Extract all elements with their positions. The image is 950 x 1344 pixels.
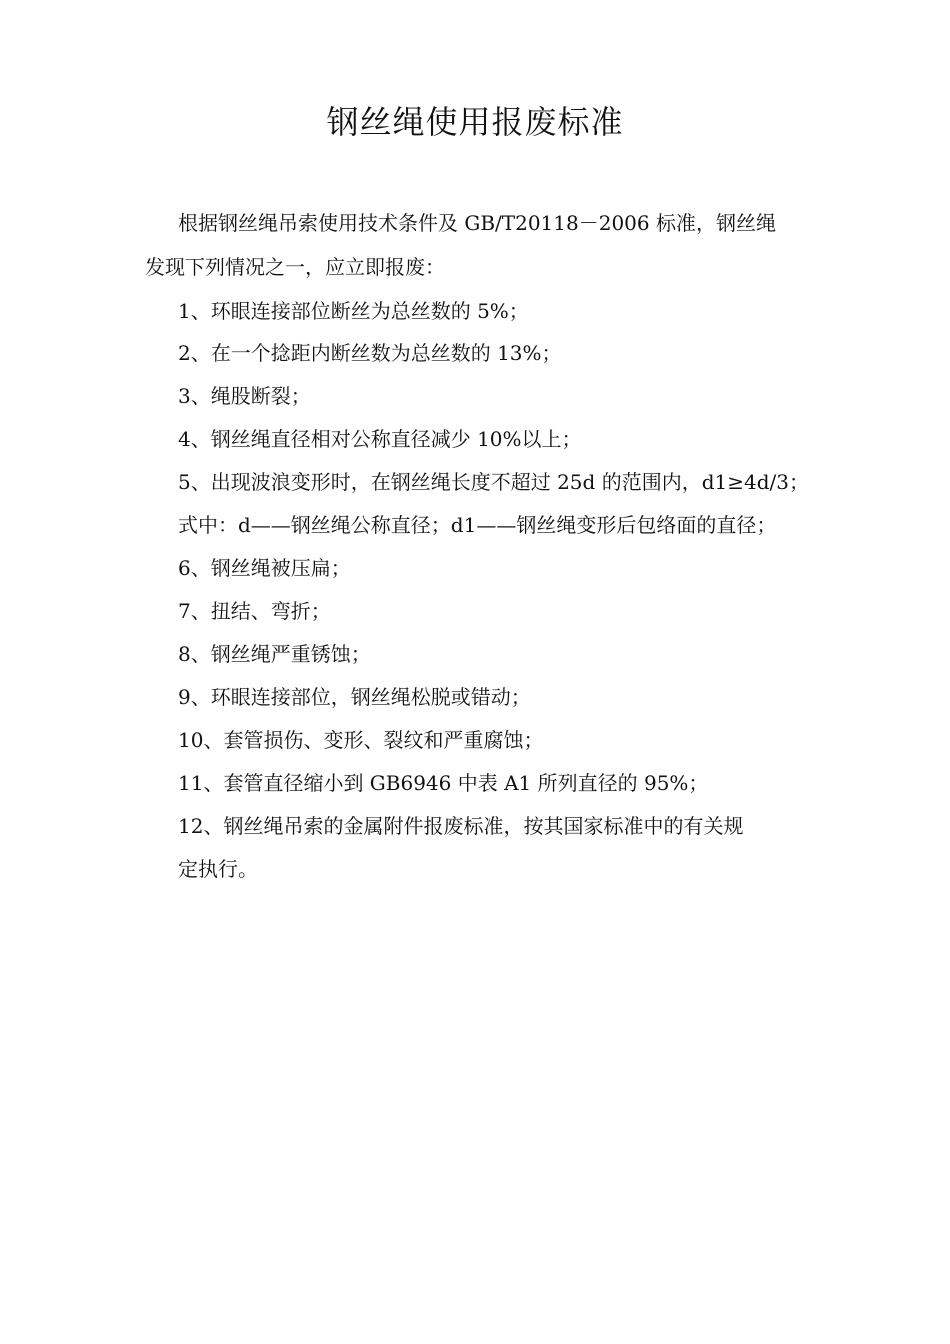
document-title: 钢丝绳使用报废标准 (326, 103, 624, 141)
list-item-3: 3、绳股断裂； (178, 384, 311, 408)
list-item-6: 6、钢丝绳被压扁； (178, 556, 351, 580)
list-item-12-continued: 定执行。 (178, 857, 258, 881)
list-item-5-note: 式中：d——钢丝绳公称直径；d1——钢丝绳变形后包络面的直径； (178, 513, 777, 537)
list-item-7: 7、扭结、弯折； (178, 599, 331, 623)
list-item-8: 8、钢丝绳严重锈蚀； (178, 642, 371, 666)
intro-line-2: 发现下列情况之一，应立即报废： (145, 255, 445, 279)
list-item-5: 5、出现波浪变形时，在钢丝绳长度不超过 25d 的范围内，d1≥4d/3； (178, 470, 809, 494)
list-item-9: 9、环眼连接部位，钢丝绳松脱或错动； (178, 685, 531, 709)
list-item-10: 10、套管损伤、变形、裂纹和严重腐蚀； (178, 728, 544, 752)
list-item-11: 11、套管直径缩小到 GB6946 中表 A1 所列直径的 95%； (178, 771, 709, 795)
list-item-4: 4、钢丝绳直径相对公称直径减少 10%以上； (178, 427, 582, 451)
list-item-2: 2、在一个捻距内断丝数为总丝数的 13%； (178, 341, 562, 365)
list-item-12: 12、钢丝绳吊索的金属附件报废标准，按其国家标准中的有关规 (178, 814, 744, 838)
intro-line-1: 根据钢丝绳吊索使用技术条件及 GB/T20118－2006 标准，钢丝绳 (178, 211, 776, 235)
list-item-1: 1、环眼连接部位断丝为总丝数的 5%； (178, 299, 529, 323)
